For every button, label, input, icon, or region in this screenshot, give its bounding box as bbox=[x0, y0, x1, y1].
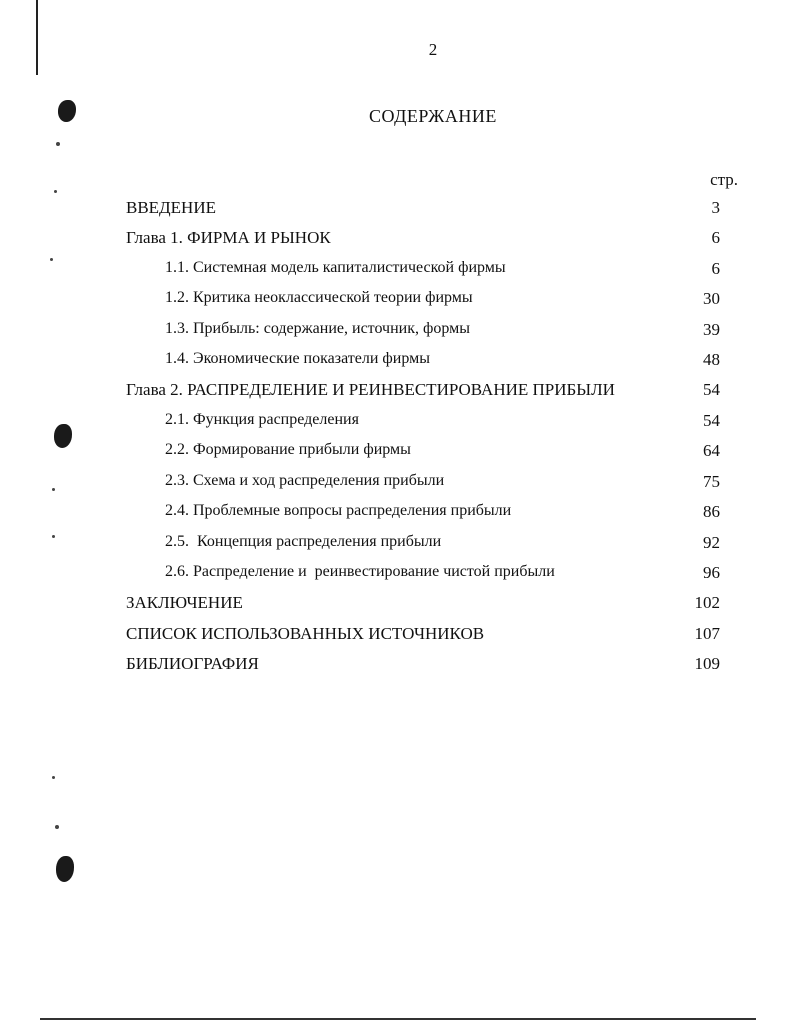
toc-entry-page: 6 bbox=[711, 259, 720, 278]
scan-artifact-speck bbox=[52, 776, 55, 779]
toc-entry bbox=[0, 472, 796, 496]
toc-entry bbox=[0, 259, 796, 283]
toc-entry bbox=[0, 289, 796, 313]
toc-entry bbox=[0, 533, 796, 557]
scan-artifact-speck bbox=[54, 190, 57, 193]
toc-entry-label: СПИСОК ИСПОЛЬЗОВАННЫХ ИСТОЧНИКОВ bbox=[126, 624, 485, 643]
toc-entry bbox=[0, 502, 796, 526]
toc-title: СОДЕРЖАНИЕ bbox=[369, 106, 497, 126]
toc-entry bbox=[0, 563, 796, 587]
toc-entry bbox=[0, 441, 796, 465]
toc-entry-label: 2.4. Проблемные вопросы распределения прибыли bbox=[165, 502, 512, 519]
toc-entry bbox=[0, 624, 796, 648]
toc-entry-page: 102 bbox=[694, 593, 720, 612]
toc-entry-page: 39 bbox=[703, 320, 720, 339]
toc-entry-label: БИБЛИОГРАФИЯ bbox=[126, 654, 259, 673]
scan-artifact-blot bbox=[56, 856, 74, 882]
toc-entry-label: Глава 1. ФИРМА И РЫНОК bbox=[126, 228, 331, 247]
toc-entry-page: 48 bbox=[703, 350, 720, 369]
toc-entry-page: 92 bbox=[703, 533, 720, 552]
toc-entry bbox=[0, 593, 796, 617]
toc-entry-label: Глава 2. РАСПРЕДЕЛЕНИЕ И РЕИНВЕСТИРОВАНИЕ ПРИБЫЛИ bbox=[126, 380, 615, 399]
toc-entry-label: 2.6. Распределение и реинвестирование чистой прибыли bbox=[165, 563, 555, 580]
toc-entry bbox=[0, 411, 796, 435]
toc-entry-page: 54 bbox=[703, 380, 720, 399]
toc-entry bbox=[0, 228, 796, 252]
toc-entry-page: 30 bbox=[703, 289, 720, 308]
scan-artifact-bottom-line bbox=[40, 1018, 756, 1020]
toc-entry-page: 96 bbox=[703, 563, 720, 582]
toc-entry-label: 1.3. Прибыль: содержание, источник, формы bbox=[165, 320, 470, 337]
toc-entry-page: 54 bbox=[703, 411, 720, 430]
toc-entry-label: ВВЕДЕНИЕ bbox=[126, 198, 216, 217]
scan-artifact-line bbox=[36, 0, 38, 75]
toc-entry-label: ЗАКЛЮЧЕНИЕ bbox=[126, 593, 243, 612]
scan-artifact-speck bbox=[56, 142, 60, 146]
toc-entry-label: 2.1. Функция распределения bbox=[165, 411, 359, 428]
toc-entry bbox=[0, 350, 796, 374]
toc-entry-page: 6 bbox=[711, 228, 720, 247]
scan-artifact-speck bbox=[55, 825, 59, 829]
toc-entry-label: 2.5. Концепция распределения прибыли bbox=[165, 533, 442, 550]
toc-entry-label: 1.2. Критика неоклассической теории фирмы bbox=[165, 289, 473, 306]
toc-entry bbox=[0, 198, 796, 222]
toc-entry-page: 109 bbox=[694, 654, 720, 673]
toc-entry bbox=[0, 654, 796, 678]
pages-column-header: стр. bbox=[710, 170, 738, 189]
toc-entry-page: 3 bbox=[711, 198, 720, 217]
toc-entry-label: 1.1. Системная модель капиталистической фирмы bbox=[165, 259, 506, 276]
toc-entry bbox=[0, 380, 796, 404]
toc-entry-page: 64 bbox=[703, 441, 720, 460]
toc-entry-page: 107 bbox=[694, 624, 720, 643]
toc-entry-label: 1.4. Экономические показатели фирмы bbox=[165, 350, 430, 367]
toc-entry-label: 2.2. Формирование прибыли фирмы bbox=[165, 441, 411, 458]
toc-entry-label: 2.3. Схема и ход распределения прибыли bbox=[165, 472, 445, 489]
toc-entry bbox=[0, 320, 796, 344]
page-number: 2 bbox=[428, 40, 438, 59]
toc-entry-page: 75 bbox=[703, 472, 720, 491]
toc-entry-page: 86 bbox=[703, 502, 720, 521]
